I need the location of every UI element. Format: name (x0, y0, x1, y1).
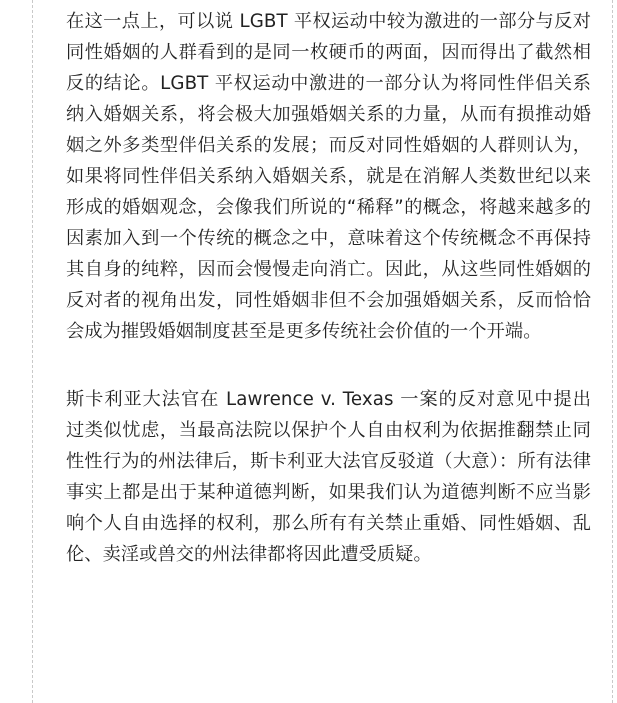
right-dashed-border (612, 0, 613, 703)
left-dashed-border (32, 0, 33, 703)
article-body (66, 6, 591, 570)
paragraph-1: 在这一点上，可以说 LGBT 平权运动中较为激进的一部分与反对同性婚姻的人群看到的是同一枚硬币的两面，因而得出了截然相反的结论。LGBT 平权运动中激进的一部分认为将同性伴侣关系纳入婚姻关系，将会极大加强婚姻关系的力量，从而有损推动婚姻之外多类型伴侣关系的发展；而反对同性婚姻的人群则认为，如果将同性伴侣关系纳入婚姻关系，就是在消解人类数世纪以来形成的婚姻观念，会像我们所说的“稀释”的概念，将越来越多的因素加入到一个传统的概念之中，意味着这个传统概念不再保持其自身的纯粹，因而会慢慢走向消亡。因此，从这些同性婚姻的反对者的视角出发，同性婚姻非但不会加强婚姻关系，反而恰恰会成为摧毁婚姻制度甚至是更多传统社会价值的一个开端。 (66, 11, 591, 342)
paragraph-2: 斯卡利亚大法官在 Lawrence v. Texas 一案的反对意见中提出过类似忧虑，当最高法院以保护个人自由权利为依据推翻禁止同性性行为的州法律后，斯卡利亚大法官反驳道（大意）：所有法律事实上都是出于某种道德判断，如果我们认为道德判断不应当影响个人自由选择的权利，那么所有有关禁止重婚、同性婚姻、乱伦、卖淫或兽交的州法律都将因此遭受质疑。 (66, 389, 591, 565)
